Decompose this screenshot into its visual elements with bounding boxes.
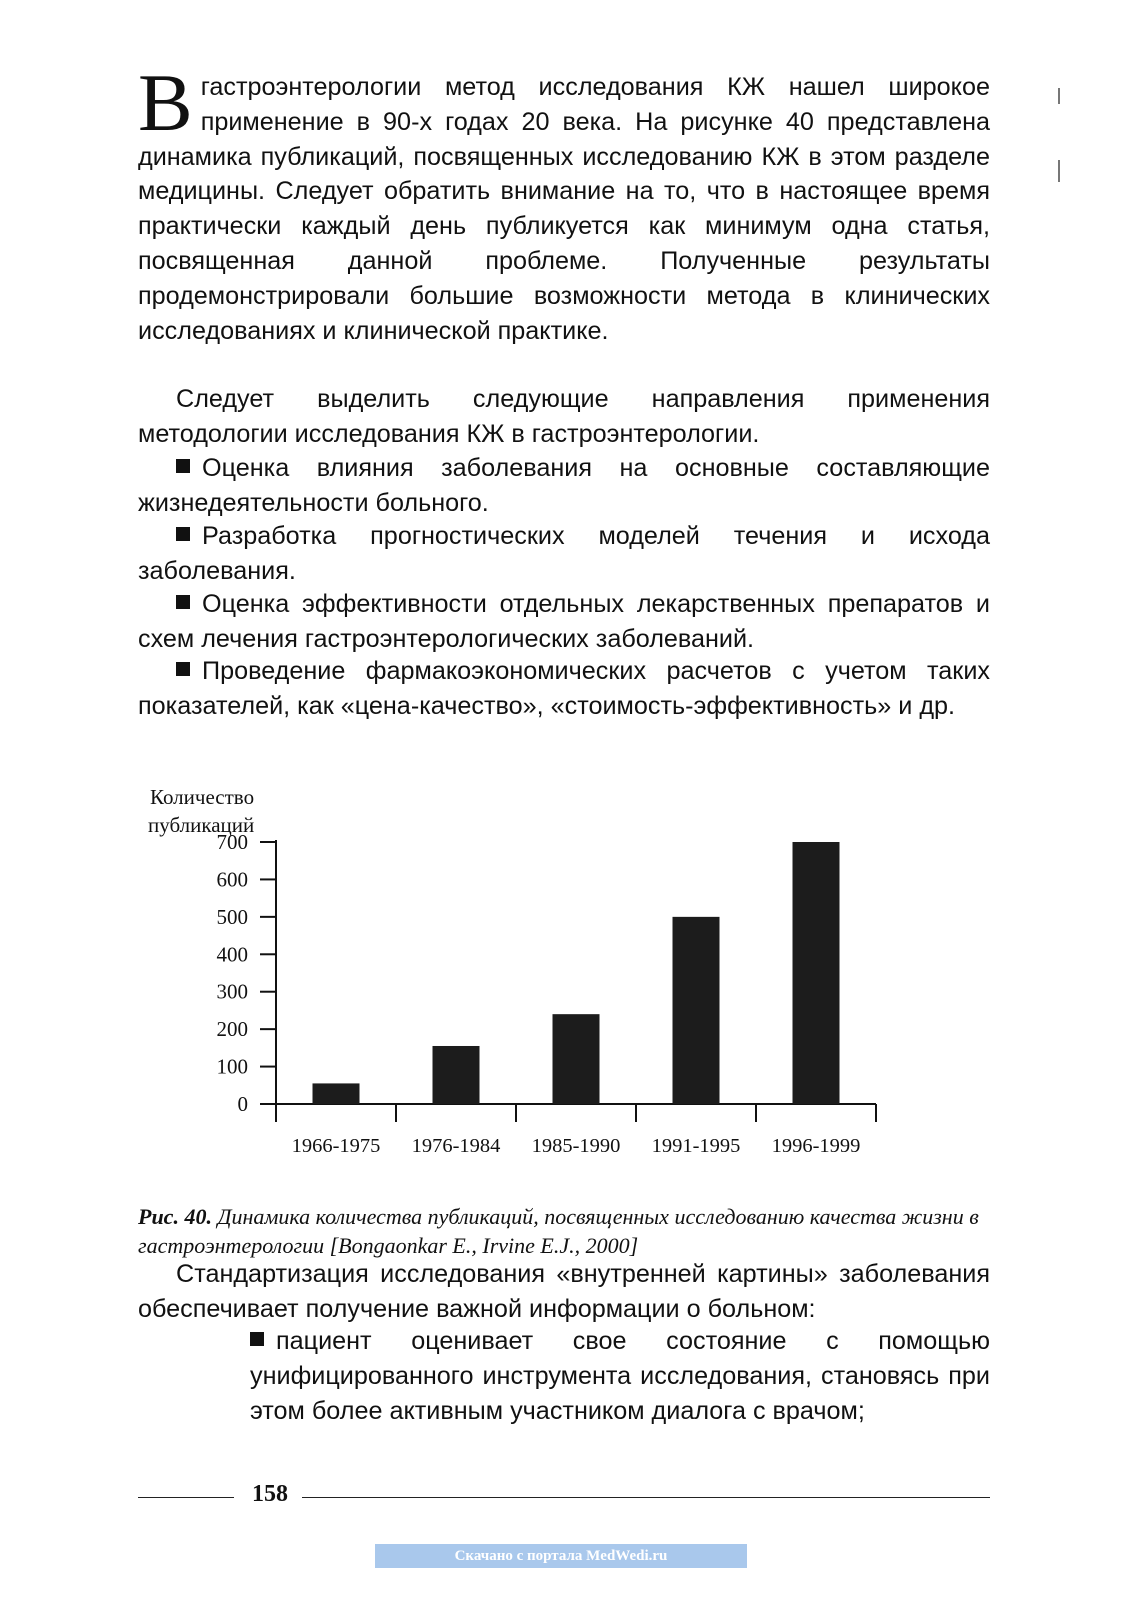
bullet-item-2 xyxy=(138,519,990,589)
bullet-text: Разработка прогностических моделей течения и исхода заболевания. xyxy=(138,522,990,585)
margin-mark xyxy=(1058,160,1060,182)
y-tick-label: 600 xyxy=(216,867,248,892)
figure-caption xyxy=(138,1202,988,1260)
bar xyxy=(553,1014,600,1104)
x-category-label: 1976-1984 xyxy=(411,1135,501,1157)
footer-rule-right xyxy=(302,1497,990,1498)
bullet-text: Оценка влияния заболевания на основные составляющие жизнедеятельности больного. xyxy=(138,454,990,517)
square-bullet-icon xyxy=(250,1332,264,1346)
square-bullet-icon xyxy=(176,662,190,676)
margin-mark xyxy=(1058,88,1060,104)
x-category-label: 1985-1990 xyxy=(531,1135,621,1157)
x-category-label: 1991-1995 xyxy=(651,1135,741,1157)
bar xyxy=(433,1046,480,1104)
square-bullet-icon xyxy=(176,595,190,609)
figure-label: Рис. 40. xyxy=(138,1204,212,1229)
bullet-item-4 xyxy=(138,654,990,724)
directions-paragraph: Следует выделить следующие направления применения методологии исследования КЖ в гастроэнтерологии. xyxy=(138,385,990,448)
y-axis-label-line-2: публикаций xyxy=(148,813,255,837)
y-tick-label: 300 xyxy=(216,979,248,1004)
bar xyxy=(793,842,840,1104)
y-tick-label: 700 xyxy=(216,830,248,854)
x-category-label: 1966-1975 xyxy=(291,1135,381,1157)
square-bullet-icon xyxy=(176,527,190,541)
y-tick-label: 0 xyxy=(237,1092,248,1116)
y-tick-label: 400 xyxy=(216,942,248,967)
bar xyxy=(673,917,720,1104)
bar xyxy=(313,1083,360,1104)
page-number: 158 xyxy=(252,1481,288,1507)
footer-rule-left xyxy=(138,1497,234,1498)
y-tick-label: 200 xyxy=(216,1017,248,1042)
bullet-item-1 xyxy=(138,451,990,521)
watermark-banner: Скачано с портала MedWedi.ru xyxy=(375,1544,747,1568)
y-tick-label: 100 xyxy=(216,1054,248,1079)
bullet-text: Оценка эффективности отдельных лекарственных препаратов и схем лечения гастроэнтерологических заболеваний. xyxy=(138,590,990,653)
x-category-label: 1996-1999 xyxy=(771,1135,861,1157)
intro-paragraph xyxy=(138,57,990,348)
bullet-text: Проведение фармакоэкономических расчетов с учетом таких показателей, как «цена-качество», «стоимость-эффективность» и др. xyxy=(138,657,990,720)
bullet-item-5 xyxy=(250,1324,990,1428)
bullet-text: пациент оценивает свое состояние с помощью унифицированного инструмента исследования, становясь при этом более активным участником диалога с врачом; xyxy=(250,1327,990,1425)
intro-text: гастроэнтерологии метод исследования КЖ нашел широкое применение в 90-х годах 20 века. На рисунке 40 представлена динамика публикаций, посвященных исследованию КЖ в этом разделе медицины. Следует обратить внимание на то, что в настоящее время практически каждый день публикуется как минимум одна статья, посвященная данной проблеме. Полученные результаты продемонстрировали большие возможности метода в клинических исследованиях и клинической практике. xyxy=(138,73,990,345)
drop-cap: В xyxy=(138,57,193,148)
figure-caption-text: Динамика количества публикаций, посвященных исследованию качества жизни в гастроэнтерологии [Bongaonkar E., Irvine E.J., 2000] xyxy=(138,1204,979,1258)
square-bullet-icon xyxy=(176,459,190,473)
y-axis-label-line-1: Количество xyxy=(150,786,255,809)
bullet-item-3 xyxy=(138,587,990,657)
standardization-paragraph: Стандартизация исследования «внутренней картины» заболевания обеспечивает получение важной информации о больном: xyxy=(138,1260,990,1323)
y-tick-label: 500 xyxy=(216,904,248,929)
publications-bar-chart xyxy=(138,786,898,1186)
